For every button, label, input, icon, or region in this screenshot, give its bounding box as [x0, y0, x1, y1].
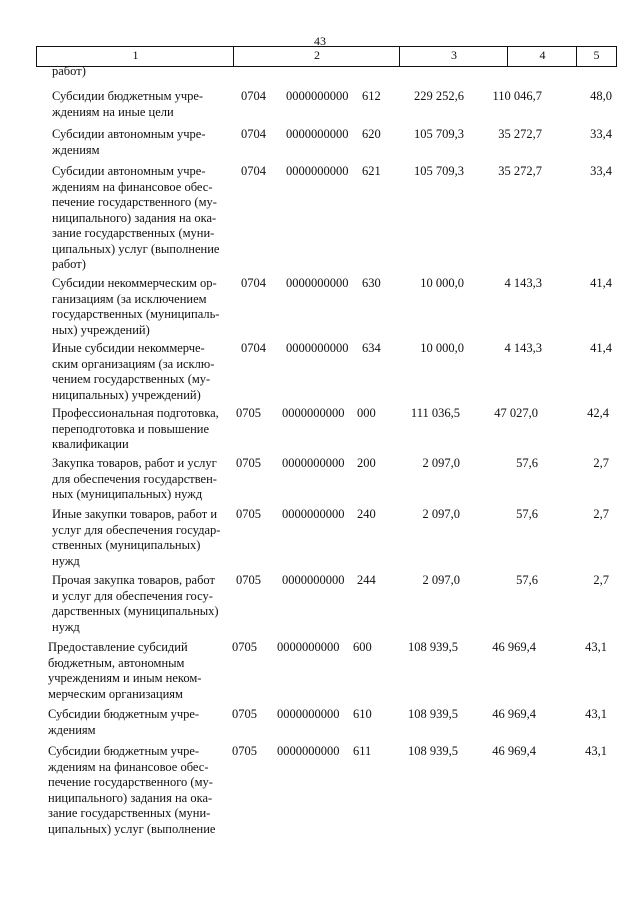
- row-name: Субсидии автономным учре- ждениям на финансовое обес- печение государственного (му- ниципального) задания на ока- зание государственных (муни- ципальных) услуг (выполнение работ): [52, 164, 220, 271]
- row-plan: 111 036,5: [410, 406, 460, 420]
- row-plan: 2 097,0: [422, 507, 460, 521]
- row-percent: 33,4: [590, 164, 612, 178]
- row-name: Субсидии автономным учре- ждениям: [52, 127, 206, 157]
- row-plan: 108 939,5: [408, 744, 458, 758]
- row-plan: 10 000,0: [420, 276, 464, 290]
- row-percent: 43,1: [585, 640, 607, 654]
- row-code: 0000000000: [286, 89, 349, 103]
- row-expense-type: 244: [357, 573, 376, 587]
- row-plan: 108 939,5: [408, 640, 458, 654]
- column-header-4: 4: [507, 46, 577, 67]
- row-name: Субсидии бюджетным учре- ждениям на иные цели: [52, 89, 204, 119]
- row-name: Субсидии бюджетным учре- ждениям на финансовое обес- печение государственного (му- ниципального) задания на ока- зание государственных (муни- ципальных) услуг (выполнение: [48, 744, 216, 836]
- row-actual: 4 143,3: [504, 276, 542, 290]
- row-actual: 47 027,0: [494, 406, 538, 420]
- row-name: Прочая закупка товаров, работ и услуг для обеспечения госу- дарственных (муниципальных) нужд: [52, 573, 219, 634]
- row-percent: 43,1: [585, 707, 607, 721]
- row-code: 0000000000: [282, 456, 345, 470]
- row-name: Иные закупки товаров, работ и услуг для обеспечения государ- ственных (муниципальных) нужд: [52, 507, 221, 568]
- row-name: Иные субсидии некоммерче- ским организациям (за исклю- чением государственных (му- ниципальных) учреждений): [52, 341, 215, 402]
- row-percent: 33,4: [590, 127, 612, 141]
- row-code: 0000000000: [277, 707, 340, 721]
- row-section: 0705: [232, 640, 257, 654]
- row-expense-type: 000: [357, 406, 376, 420]
- row-actual: 110 046,7: [492, 89, 542, 103]
- row-actual: 35 272,7: [498, 127, 542, 141]
- table-header: [36, 46, 616, 67]
- row-expense-type: 620: [362, 127, 381, 141]
- row-section: 0705: [232, 707, 257, 721]
- column-header-5: 5: [576, 46, 617, 67]
- row-code: 0000000000: [277, 744, 340, 758]
- row-plan: 229 252,6: [414, 89, 464, 103]
- row-actual: 57,6: [516, 573, 538, 587]
- row-code: 0000000000: [282, 507, 345, 521]
- row-name: Профессиональная подготовка, переподготовка и повышение квалификации: [52, 406, 219, 451]
- row-percent: 41,4: [590, 341, 612, 355]
- column-header-3: 3: [399, 46, 508, 67]
- row-percent: 2,7: [593, 456, 609, 470]
- row-percent: 2,7: [593, 507, 609, 521]
- row-actual: 35 272,7: [498, 164, 542, 178]
- row-code: 0000000000: [286, 341, 349, 355]
- row-expense-type: 240: [357, 507, 376, 521]
- row-percent: 2,7: [593, 573, 609, 587]
- row-name: Субсидии некоммерческим ор- ганизациям (за исключением государственных (муниципаль- ных) учреждений): [52, 276, 220, 337]
- row-plan: 10 000,0: [420, 341, 464, 355]
- row-code: 0000000000: [277, 640, 340, 654]
- row-expense-type: 200: [357, 456, 376, 470]
- row-section: 0705: [236, 406, 261, 420]
- row-percent: 42,4: [587, 406, 609, 420]
- row-expense-type: 610: [353, 707, 372, 721]
- row-expense-type: 611: [353, 744, 372, 758]
- row-name: Закупка товаров, работ и услуг для обеспечения государствен- ных (муниципальных) нужд: [52, 456, 217, 501]
- row-section: 0705: [236, 573, 261, 587]
- row-section: 0704: [241, 341, 266, 355]
- row-code: 0000000000: [286, 164, 349, 178]
- row-actual: 46 969,4: [492, 744, 536, 758]
- row-section: 0704: [241, 89, 266, 103]
- row-expense-type: 621: [362, 164, 381, 178]
- row-name: Субсидии бюджетным учре- ждениям: [48, 707, 200, 737]
- row-expense-type: 634: [362, 341, 381, 355]
- row-actual: 46 969,4: [492, 707, 536, 721]
- row-percent: 43,1: [585, 744, 607, 758]
- column-header-1: 1: [36, 46, 234, 67]
- row-actual: 46 969,4: [492, 640, 536, 654]
- row-code: 0000000000: [282, 573, 345, 587]
- row-actual: 57,6: [516, 507, 538, 521]
- row-plan: 105 709,3: [414, 127, 464, 141]
- row-expense-type: 612: [362, 89, 381, 103]
- row-plan: 2 097,0: [422, 573, 460, 587]
- row-expense-type: 600: [353, 640, 372, 654]
- row-percent: 48,0: [590, 89, 612, 103]
- row-section: 0704: [241, 127, 266, 141]
- row-percent: 41,4: [590, 276, 612, 290]
- row-actual: 57,6: [516, 456, 538, 470]
- row-section: 0705: [236, 507, 261, 521]
- row-section: 0705: [236, 456, 261, 470]
- row-plan: 2 097,0: [422, 456, 460, 470]
- row-section: 0705: [232, 744, 257, 758]
- row-section: 0704: [241, 276, 266, 290]
- row-actual: 4 143,3: [504, 341, 542, 355]
- column-header-2: 2: [233, 46, 400, 67]
- row-code: 0000000000: [282, 406, 345, 420]
- carried-over-text: работ): [52, 64, 86, 78]
- row-code: 0000000000: [286, 127, 349, 141]
- row-plan: 105 709,3: [414, 164, 464, 178]
- row-plan: 108 939,5: [408, 707, 458, 721]
- row-section: 0704: [241, 164, 266, 178]
- page-number: 43: [314, 34, 326, 48]
- row-name: Предоставление субсидий бюджетным, автономным учреждениям и иным неком- мерческим организациям: [48, 640, 202, 701]
- row-expense-type: 630: [362, 276, 381, 290]
- row-code: 0000000000: [286, 276, 349, 290]
